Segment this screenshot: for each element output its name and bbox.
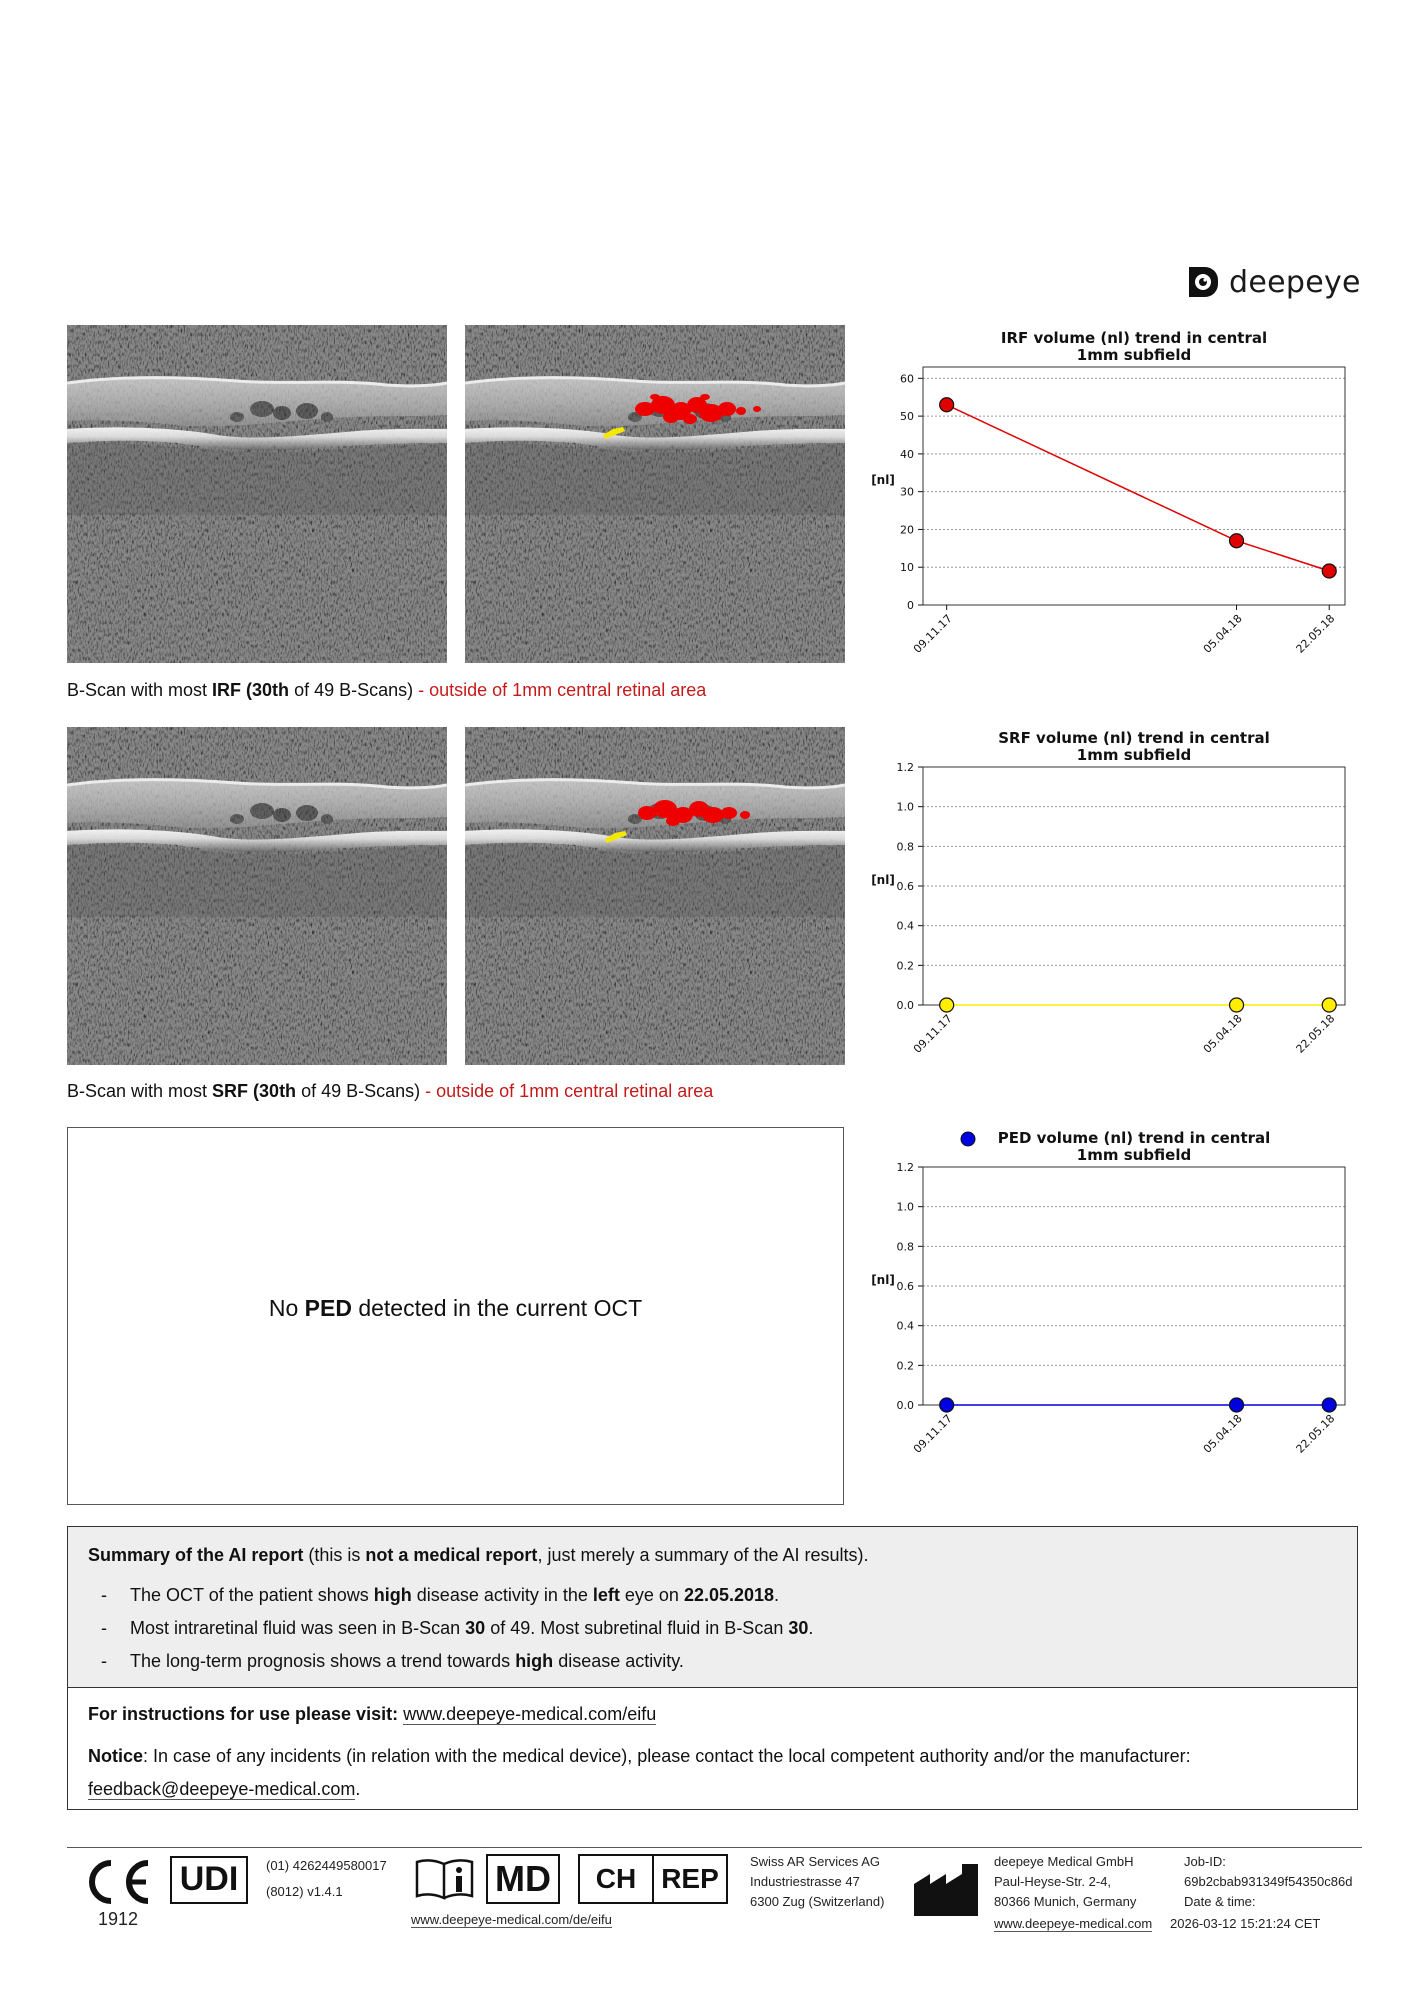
instructions-panel — [67, 1688, 1358, 1810]
chart-subtitle: 1mm subfield — [1076, 1146, 1192, 1164]
y-axis-label: [nl] — [871, 873, 895, 887]
y-tick-label: 60 — [900, 372, 914, 386]
y-tick-label: 0.4 — [896, 919, 914, 933]
ai-summary-panel — [67, 1526, 1358, 1688]
ped-no-detection-panel — [67, 1127, 844, 1505]
chart-title: IRF volume (nl) trend in central — [1000, 329, 1268, 347]
y-tick-label: 10 — [900, 561, 914, 575]
ch-rep-symbol-ch: CH — [578, 1854, 652, 1904]
y-tick-label: 0.2 — [896, 1359, 914, 1373]
srf-caption: B-Scan with most SRF (30th of 49 B-Scans) - outside of 1mm central retinal area — [67, 1081, 714, 1101]
y-tick-label: 0.6 — [896, 880, 914, 893]
x-tick-label: 05.04.18 — [1200, 611, 1245, 656]
summary-item-prognosis: - The long-term prognosis shows a trend towards high disease activity. — [101, 1651, 684, 1671]
y-tick-label: 30 — [900, 485, 914, 499]
manufacturer-website-link[interactable]: www.deepeye-medical.com — [994, 1916, 1153, 1931]
srf-bscan-original — [67, 727, 447, 1065]
eifu-link[interactable]: www.deepeye-medical.com/eifu — [403, 1704, 657, 1724]
footer-divider — [67, 1847, 1362, 1848]
udi-code-line-2: (8012) v1.4.1 — [266, 1884, 343, 1899]
y-tick-label: 0.6 — [896, 1280, 914, 1293]
data-point — [1322, 564, 1336, 578]
x-tick-label: 22.05.18 — [1293, 611, 1338, 656]
medical-device-symbol: MD — [486, 1854, 560, 1904]
chart-title: PED volume (nl) trend in central — [997, 1129, 1271, 1147]
x-tick-label: 09.11.17 — [910, 611, 955, 656]
y-axis-label: [nl] — [871, 473, 895, 487]
report-date-time: 2026-03-12 15:21:24 CET — [1170, 1916, 1321, 1931]
ch-rep-symbol-rep: REP — [652, 1854, 728, 1904]
y-axis-label: [nl] — [871, 1273, 895, 1287]
chart-title: SRF volume (nl) trend in central — [998, 729, 1270, 747]
y-tick-label: 0.4 — [896, 1319, 914, 1333]
instructions-for-use-icon — [414, 1856, 478, 1902]
srf-bscan-segmented — [465, 727, 845, 1065]
x-tick-label: 22.05.18 — [1293, 1011, 1338, 1056]
y-tick-label: 0.0 — [896, 999, 914, 1012]
udi-code-line-1: (01) 4262449580017 — [266, 1858, 387, 1873]
plot-frame — [923, 767, 1345, 1005]
irf-caption: B-Scan with most IRF (30th of 49 B-Scans) - outside of 1mm central retinal area — [67, 680, 707, 700]
data-point — [940, 998, 954, 1012]
plot-frame — [923, 367, 1345, 605]
data-point — [940, 1398, 954, 1412]
chart-subtitle: 1mm subfield — [1076, 746, 1192, 764]
manufacturer-address: deepeye Medical GmbH Paul-Heyse-Str. 2-4, 80366 Munich, Germany — [994, 1854, 1137, 1909]
y-tick-label: 40 — [900, 447, 914, 461]
y-tick-label: 0.0 — [896, 1399, 914, 1412]
deepeye-logo-icon — [1185, 265, 1219, 299]
y-tick-label: 0 — [907, 599, 914, 612]
brand-name: deepeye — [1229, 264, 1361, 300]
x-tick-label: 05.04.18 — [1200, 1011, 1245, 1056]
series-line — [947, 405, 1330, 571]
y-tick-label: 1.2 — [896, 1161, 914, 1174]
udi-symbol: UDI — [170, 1856, 248, 1904]
y-tick-label: 1.0 — [896, 1200, 914, 1214]
data-point — [1230, 1398, 1244, 1412]
notice-text: Notice: In case of any incidents (in relation with the medical device), please contact the local competent authority and/or the manufacturer: feedback@deepeye-medical.com. — [88, 1746, 1191, 1799]
job-info: Job-ID: 69b2cbab931349f54350c86d Date & time: — [1184, 1854, 1353, 1909]
x-tick-label: 22.05.18 — [1293, 1411, 1338, 1456]
data-point — [1322, 998, 1336, 1012]
manufacturer-icon — [912, 1860, 986, 1918]
swiss-rep-address: Swiss AR Services AG Industriestrasse 47 6300 Zug (Switzerland) — [750, 1854, 885, 1909]
ped-no-detection-message: No PED detected in the current OCT — [268, 1295, 643, 1321]
chart-subtitle: 1mm subfield — [1076, 346, 1192, 364]
y-tick-label: 0.8 — [896, 1240, 914, 1254]
feedback-email-link[interactable]: feedback@deepeye-medical.com — [88, 1779, 356, 1799]
data-point — [1322, 1398, 1336, 1412]
ce-mark-icon — [78, 1857, 152, 1907]
irf-bscan-segmented — [465, 325, 845, 663]
irf-trend-chart — [860, 325, 1360, 675]
irf-bscan-original — [67, 325, 447, 663]
y-tick-label: 1.0 — [896, 800, 914, 814]
summary-item-activity: - The OCT of the patient shows high disease activity in the left eye on 22.05.2018. — [101, 1585, 780, 1605]
x-tick-label: 09.11.17 — [910, 1411, 955, 1456]
y-tick-label: 20 — [900, 523, 914, 537]
eifu-de-link[interactable]: www.deepeye-medical.com/de/eifu — [411, 1912, 612, 1927]
deepeye-logo — [1185, 262, 1361, 302]
legend-marker — [961, 1132, 975, 1146]
summary-heading: Summary of the AI report (this is not a medical report, just merely a summary of the AI results). — [88, 1545, 869, 1565]
ped-trend-chart — [860, 1125, 1360, 1475]
x-tick-label: 09.11.17 — [910, 1011, 955, 1056]
data-point — [1230, 534, 1244, 548]
instructions-line: For instructions for use please visit: www.deepeye-medical.com/eifu — [88, 1704, 657, 1724]
srf-trend-chart — [860, 725, 1360, 1075]
y-tick-label: 1.2 — [896, 761, 914, 774]
plot-frame — [923, 1167, 1345, 1405]
summary-list — [88, 1579, 813, 1678]
y-tick-label: 0.2 — [896, 959, 914, 973]
data-point — [940, 398, 954, 412]
ce-notified-body-number: 1912 — [98, 1909, 139, 1929]
y-tick-label: 50 — [900, 410, 914, 424]
summary-item-fluid: - Most intraretinal fluid was seen in B-Scan 30 of 49. Most subretinal fluid in B-Scan 30. — [101, 1618, 814, 1638]
data-point — [1230, 998, 1244, 1012]
x-tick-label: 05.04.18 — [1200, 1411, 1245, 1456]
y-tick-label: 0.8 — [896, 840, 914, 854]
